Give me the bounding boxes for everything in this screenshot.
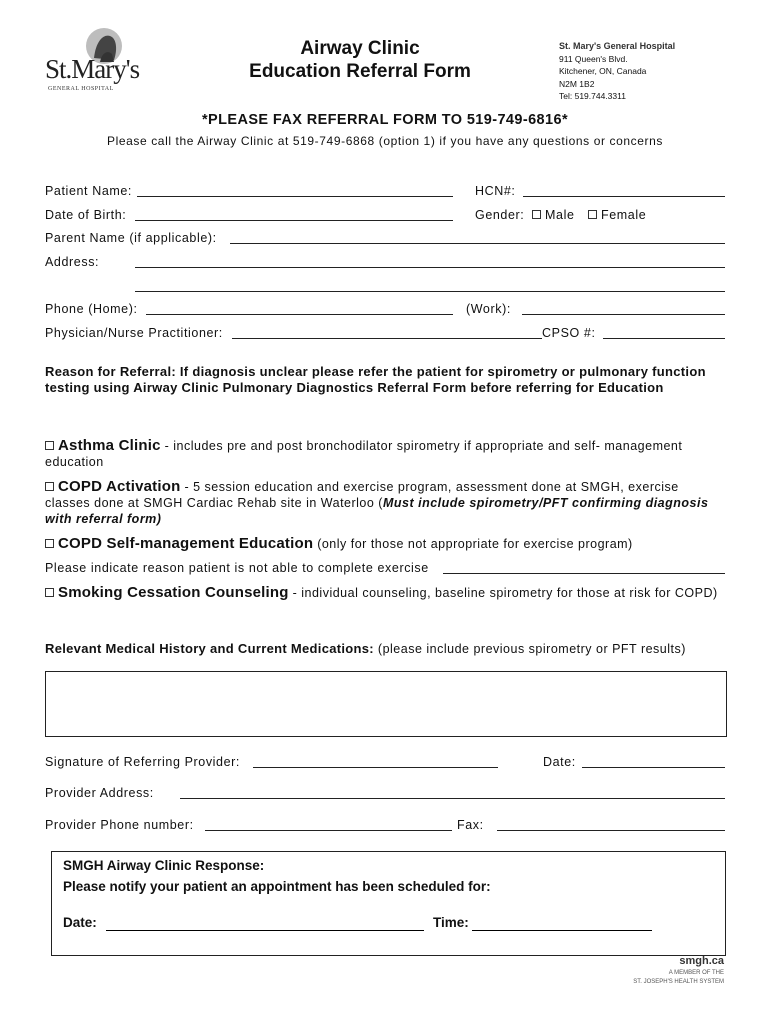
fax-notice: *PLEASE FAX REFERRAL FORM TO 519-749-6816* [202,112,568,128]
response-time-field[interactable] [472,930,652,931]
provider-fax-label: Fax: [457,818,484,832]
footer-site: smgh.ca [679,955,724,967]
male-option[interactable] [532,208,575,222]
hcn-field[interactable] [523,196,725,197]
parent-name-field[interactable] [230,243,725,244]
footer-member-line1: A MEMBER OF THE [668,970,724,976]
copd-self-description: (only for those not appropriate for exercise program) [313,537,633,551]
copd-activation-checkbox[interactable] [45,482,54,491]
dob-field[interactable] [135,220,453,221]
copd-activation-option[interactable] [45,479,725,527]
response-notify: Please notify your patient an appointment has been scheduled for: [63,879,491,894]
provider-phone-label: Provider Phone number: [45,818,194,832]
hospital-phone: Tel: 519.744.3311 [559,91,626,101]
work-phone-field[interactable] [522,314,725,315]
address-label: Address: [45,255,100,269]
smoking-checkbox[interactable] [45,588,54,597]
address-field-line2[interactable] [135,291,725,292]
address-field-line1[interactable] [135,267,725,268]
male-checkbox[interactable] [532,210,541,219]
cpso-field[interactable] [603,338,725,339]
provider-fax-field[interactable] [497,830,725,831]
provider-date-field[interactable] [582,767,725,768]
response-title: SMGH Airway Clinic Response: [63,858,265,873]
footer-member-line2: ST. JOSEPH'S HEALTH SYSTEM [633,979,724,985]
hospital-name: St. Mary's General Hospital [559,41,676,51]
female-label: Female [601,208,647,222]
logo-text: St.Mary's [45,54,140,84]
phone-home-field[interactable] [146,314,453,315]
female-checkbox[interactable] [588,210,597,219]
response-date-field[interactable] [106,930,424,931]
medical-history-label: Relevant Medical History and Current Medications: [45,641,374,656]
hcn-label: HCN#: [475,184,516,198]
exercise-reason-field[interactable] [443,573,725,574]
hospital-address [559,40,675,103]
cpso-label: CPSO #: [542,326,596,340]
physician-label: Physician/Nurse Practitioner: [45,326,223,340]
medical-history-note: (please include previous spirometry or PFT results) [373,642,686,656]
physician-field[interactable] [232,338,542,339]
exercise-reason-label: Please indicate reason patient is not able to complete exercise [45,561,429,575]
smoking-title: Smoking Cessation Counseling [58,584,289,601]
address-line3: N2M 1B2 [559,78,595,89]
smoking-cessation-option[interactable] [45,585,725,601]
call-notice: Please call the Airway Clinic at 519-749-6868 (option 1) if you have any questions or concerns [106,134,664,148]
referral-reason: Reason for Referral: If diagnosis unclear please refer the patient for spirometry or pulmonary function testing using Airway Clinic Pulmonary Diagnostics Referral Form before referring for Education [45,364,706,395]
form-title-line1: Airway Clinic [300,38,420,59]
provider-address-field[interactable] [180,798,725,799]
copd-activation-title: COPD Activation [58,478,181,495]
parent-name-label: Parent Name (if applicable): [45,231,217,245]
clinic-response-box [51,851,726,956]
signature-label: Signature of Referring Provider: [45,755,240,769]
signature-field[interactable] [253,767,498,768]
logo-subtext: GENERAL HOSPITAL [48,86,114,92]
patient-name-label: Patient Name: [45,184,133,198]
asthma-checkbox[interactable] [45,441,54,450]
gender-label: Gender: [475,208,525,222]
response-time-label: Time: [433,915,469,930]
asthma-title: Asthma Clinic [58,437,161,454]
form-title-line2: Education Referral Form [249,61,471,82]
provider-date-label: Date: [543,755,576,769]
asthma-description: - includes pre and post bronchodilator spirometry if appropriate and self- management education [45,439,683,469]
male-label: Male [545,208,575,222]
asthma-clinic-option[interactable] [45,438,735,470]
address-line1: 911 Queen's Blvd. [559,53,628,64]
copd-activation-requirement: Must include spirometry/PFT confirming diagnosis with referral form) [45,496,709,526]
medical-history-heading [45,641,725,657]
patient-name-field[interactable] [137,196,453,197]
copd-self-management-option[interactable] [45,536,725,552]
provider-phone-field[interactable] [205,830,452,831]
dob-label: Date of Birth: [45,208,127,222]
copd-self-checkbox[interactable] [45,539,54,548]
copd-self-title: COPD Self-management Education [58,535,314,552]
phone-home-label: Phone (Home): [45,302,138,316]
work-phone-label: (Work): [466,302,511,316]
medical-history-textarea[interactable] [45,671,727,737]
female-option[interactable] [588,208,646,222]
response-date-label: Date: [63,915,97,930]
smoking-description: - individual counseling, baseline spirometry for those at risk for COPD) [288,586,718,600]
copd-activation-description: - 5 session education and exercise program, assessment done at SMGH, exercise classes done at SMGH Cardiac Rehab site in Waterloo ( [45,480,679,510]
address-line2: Kitchener, ON, Canada [559,66,647,76]
provider-address-label: Provider Address: [45,786,154,800]
